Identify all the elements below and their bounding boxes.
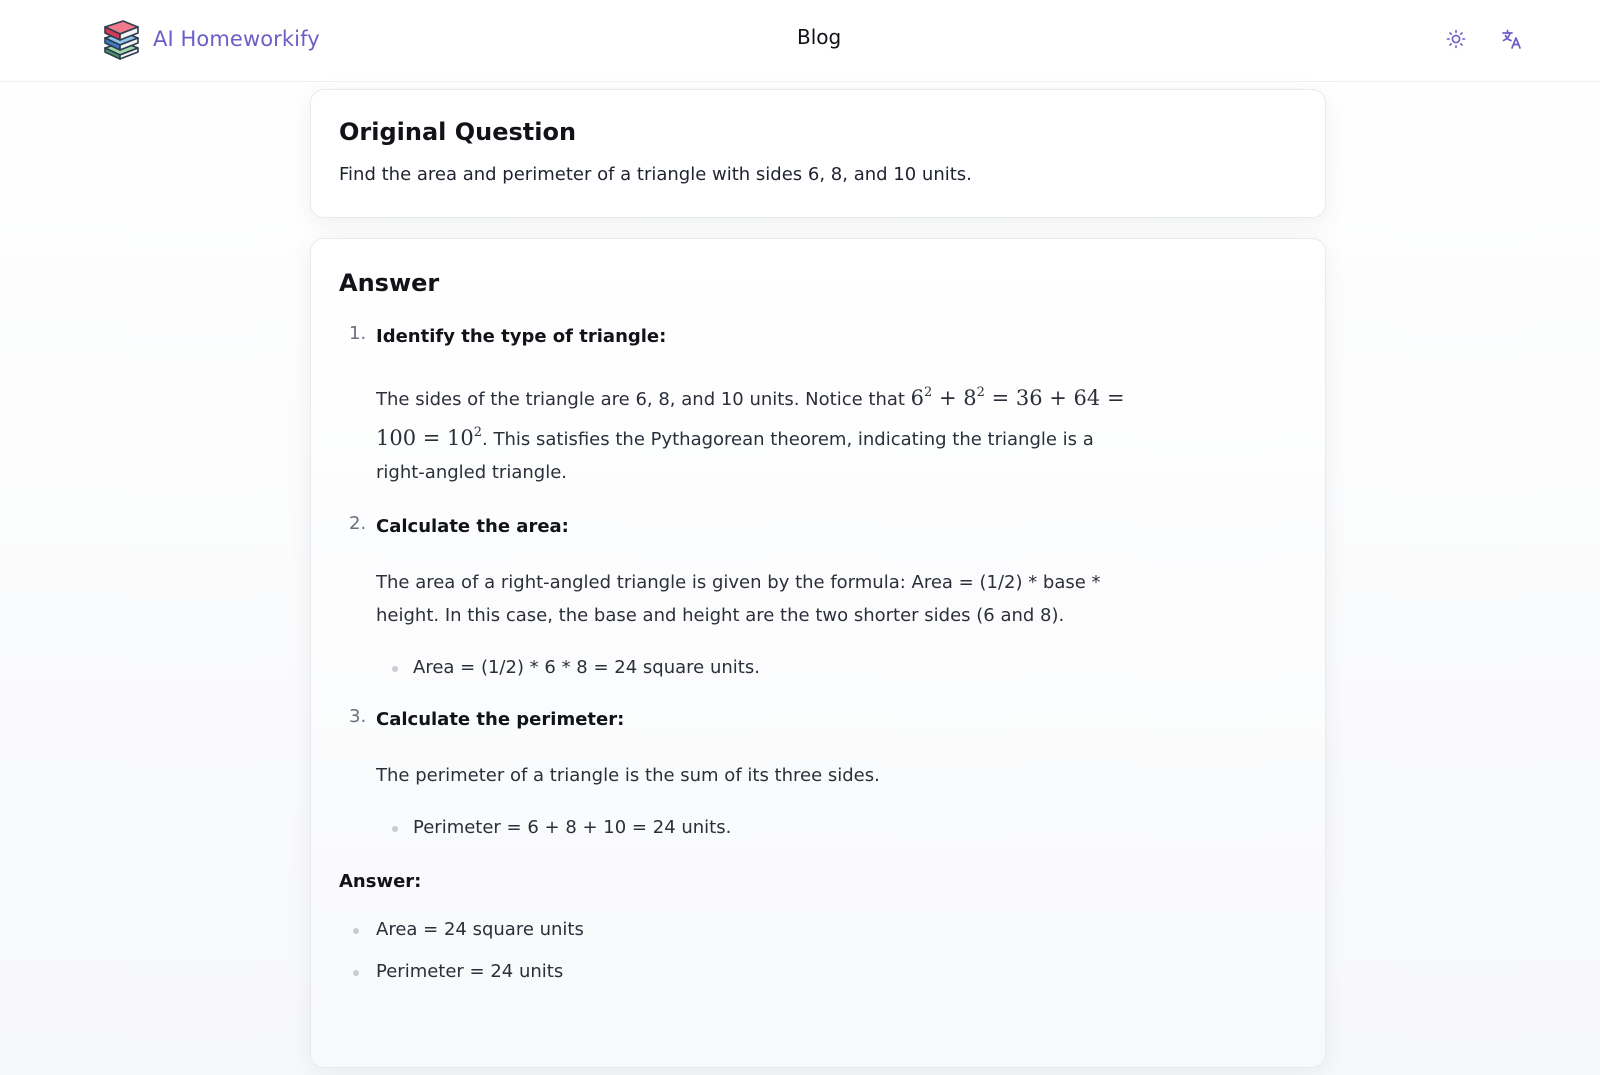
bullet-dot-icon [353, 970, 359, 976]
step-heading: Identify the type of triangle: [376, 326, 667, 347]
list-item [339, 916, 1139, 944]
bullet-dot-icon [392, 666, 398, 672]
math-exponent: 2 [976, 385, 985, 400]
language-button[interactable] [1499, 26, 1525, 52]
brand-name: AI Homeworkify [153, 27, 320, 51]
brand-link[interactable] [101, 18, 320, 60]
answer-step [339, 706, 1139, 842]
question-text: Find the area and perimeter of a triangle with sides 6, 8, and 10 units. [339, 164, 972, 185]
final-item-text: Area = 24 square units [376, 919, 584, 940]
answer-card [310, 238, 1326, 1068]
step-paragraph: The perimeter of a triangle is the sum of its three sides. [376, 765, 880, 786]
original-question-card [310, 89, 1326, 218]
bullet-text: Perimeter = 6 + 8 + 10 = 24 units. [413, 817, 732, 838]
step-heading: Calculate the perimeter: [376, 709, 625, 730]
sun-icon [1446, 29, 1466, 49]
step-text: . This satisfies the Pythagorean theorem, indicating the triangle is a right-angled triangle. [376, 429, 1094, 483]
translate-icon [1501, 28, 1523, 50]
step-bullet [376, 654, 1139, 682]
step-bullet [376, 814, 1139, 842]
answer-title: Answer [339, 269, 440, 297]
final-answer-list [339, 916, 1139, 986]
math-term: 8 [963, 386, 977, 410]
final-answer-heading: Answer: [339, 871, 422, 892]
math-operator: + [932, 386, 964, 410]
books-logo-icon [101, 18, 141, 60]
step-heading: Calculate the area: [376, 516, 569, 537]
math-exponent: 2 [473, 425, 483, 440]
step-number: 3. [349, 706, 367, 727]
theme-toggle-button[interactable] [1443, 26, 1469, 52]
bullet-dot-icon [392, 826, 398, 832]
math-exponent: 2 [924, 385, 933, 400]
step-number: 2. [349, 513, 367, 534]
final-item-text: Perimeter = 24 units [376, 961, 564, 982]
answer-step [339, 323, 1139, 489]
answer-body [339, 323, 1139, 986]
math-equality-chain: = 36 + 64 = 100 = [376, 386, 1125, 450]
step-number: 1. [349, 323, 367, 344]
math-term: 6 [910, 386, 925, 410]
nav-blog-link[interactable]: Blog [797, 25, 842, 49]
step-text: The sides of the triangle are 6, 8, and 10 units. Notice that [376, 389, 911, 410]
step-paragraph [376, 376, 1139, 489]
list-item [339, 958, 1139, 986]
math-term: 10 [447, 426, 474, 450]
step-paragraph: The area of a right-angled triangle is given by the formula: Area = (1/2) * base * height. In this case, the base and height are the two shorter sides (6 and 8). [376, 572, 1101, 626]
question-title: Original Question [339, 118, 577, 146]
answer-step [339, 513, 1139, 682]
bullet-dot-icon [353, 928, 359, 934]
top-navigation-bar [0, 0, 1600, 82]
bullet-text: Area = (1/2) * 6 * 8 = 24 square units. [413, 657, 760, 678]
